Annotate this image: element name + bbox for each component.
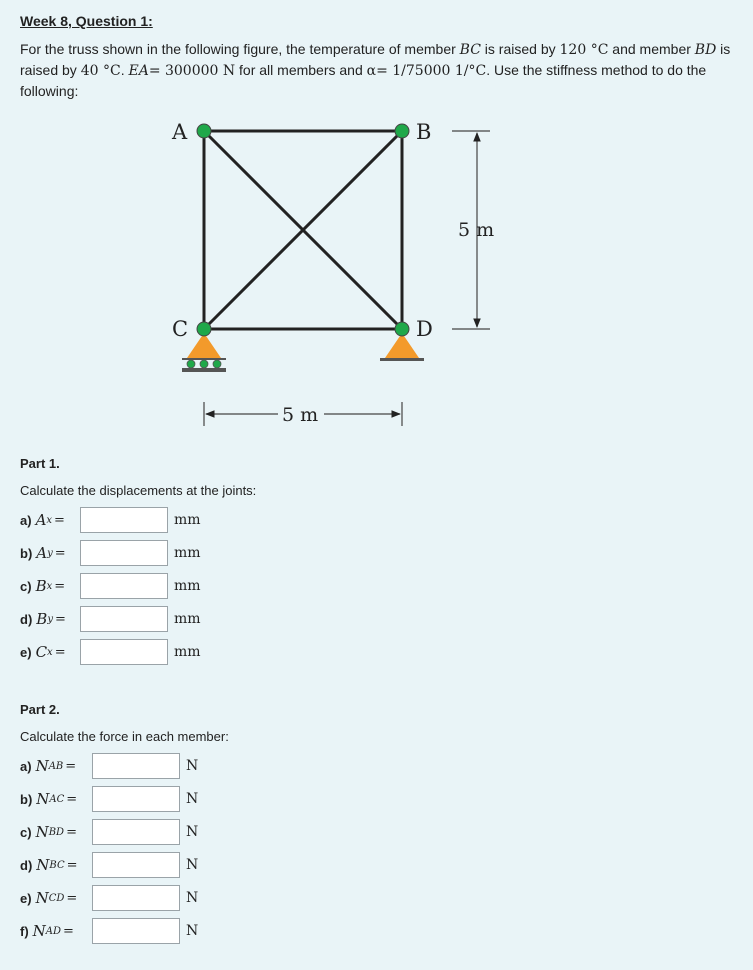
answer-prefix: a) bbox=[20, 758, 32, 774]
vertical-dimension-label: 5 m bbox=[458, 219, 495, 241]
intro-text-5: . bbox=[120, 62, 129, 78]
answer-variable: C bbox=[35, 643, 48, 661]
unit-label: mm bbox=[174, 578, 201, 594]
answer-variable: B bbox=[36, 610, 48, 628]
part2-row-n-ad bbox=[20, 918, 198, 944]
answer-input-c-x[interactable] bbox=[80, 639, 168, 665]
intro-text-7: . Use the stiffness method to do the following: bbox=[20, 62, 707, 99]
equals-sign: = bbox=[54, 644, 66, 660]
equals-sign: = bbox=[54, 512, 65, 528]
answer-variable: N bbox=[35, 823, 49, 841]
answer-label bbox=[20, 610, 78, 628]
answer-input-n-cd[interactable] bbox=[92, 885, 180, 911]
equals-sign: = bbox=[54, 578, 66, 594]
answer-input-n-bc[interactable] bbox=[92, 852, 180, 878]
equals-sign: = bbox=[66, 857, 78, 873]
intro-temp-bd: 40 °C bbox=[80, 63, 121, 79]
question-intro bbox=[20, 39, 735, 101]
answer-prefix: e) bbox=[20, 890, 32, 906]
answer-input-a-x[interactable] bbox=[80, 507, 168, 533]
answer-variable: A bbox=[36, 544, 48, 562]
answer-prefix: d) bbox=[20, 857, 33, 873]
answer-prefix: c) bbox=[20, 824, 32, 840]
equals-sign: = bbox=[66, 824, 77, 840]
node-c bbox=[197, 322, 211, 336]
answer-label bbox=[20, 823, 90, 841]
answer-prefix: e) bbox=[20, 644, 32, 660]
answer-subscript: AC bbox=[49, 793, 65, 805]
part1-row-c-x bbox=[20, 639, 201, 665]
answer-variable: N bbox=[32, 922, 46, 940]
node-d bbox=[395, 322, 409, 336]
intro-temp-bc: 120 °C bbox=[559, 42, 609, 58]
question-title: Week 8, Question 1: bbox=[20, 13, 153, 29]
intro-member-bc: BC bbox=[459, 42, 481, 58]
answer-subscript: y bbox=[47, 547, 53, 559]
part1-row-b-y bbox=[20, 606, 201, 632]
part2-row-n-ac bbox=[20, 786, 198, 812]
unit-label: N bbox=[186, 758, 199, 774]
equals-sign: = bbox=[63, 923, 74, 939]
answer-prefix: b) bbox=[20, 791, 33, 807]
equals-sign: = bbox=[66, 890, 78, 906]
answer-label bbox=[20, 790, 90, 808]
intro-text-4: is raised by bbox=[20, 41, 731, 78]
intro-ea-symbol: EA bbox=[128, 63, 149, 79]
intro-member-bd: BD bbox=[694, 42, 717, 58]
answer-subscript: CD bbox=[48, 892, 65, 904]
answer-label bbox=[20, 922, 90, 940]
answer-prefix: f) bbox=[20, 923, 29, 939]
answer-prefix: b) bbox=[20, 545, 33, 561]
node-label-d: D bbox=[416, 317, 433, 341]
unit-label: mm bbox=[174, 512, 201, 528]
unit-label: N bbox=[186, 923, 199, 939]
node-label-b: B bbox=[416, 120, 432, 144]
unit-label: mm bbox=[174, 644, 201, 660]
equals-sign: = bbox=[54, 611, 66, 627]
answer-label bbox=[20, 511, 78, 529]
part2-title: Part 2. bbox=[20, 702, 60, 717]
part1-title: Part 1. bbox=[20, 456, 60, 471]
answer-label bbox=[20, 643, 78, 661]
part2-row-n-bc bbox=[20, 852, 198, 878]
answer-input-n-ab[interactable] bbox=[92, 753, 180, 779]
answer-subscript: BC bbox=[49, 859, 65, 871]
answer-subscript: AD bbox=[45, 925, 62, 937]
answer-label bbox=[20, 889, 90, 907]
part2-row-n-bd bbox=[20, 819, 198, 845]
node-label-c: C bbox=[172, 317, 189, 341]
answer-variable: N bbox=[36, 790, 50, 808]
unit-label: mm bbox=[174, 611, 201, 627]
answer-variable: N bbox=[35, 889, 49, 907]
node-a bbox=[197, 124, 211, 138]
answer-subscript: BD bbox=[48, 826, 65, 838]
part1-row-a-x bbox=[20, 507, 201, 533]
answer-subscript: y bbox=[47, 613, 53, 625]
answer-variable: N bbox=[35, 757, 49, 775]
answer-variable: A bbox=[35, 511, 47, 529]
answer-input-a-y[interactable] bbox=[80, 540, 168, 566]
roller-support-c bbox=[182, 333, 226, 372]
equals-sign: = bbox=[54, 545, 66, 561]
unit-label: N bbox=[186, 857, 199, 873]
answer-prefix: c) bbox=[20, 578, 32, 594]
intro-text-3: and member bbox=[608, 41, 695, 57]
answer-label bbox=[20, 856, 90, 874]
answer-prefix: d) bbox=[20, 611, 33, 627]
answer-prefix: a) bbox=[20, 512, 32, 528]
part1-row-b-x bbox=[20, 573, 201, 599]
answer-variable: B bbox=[35, 577, 47, 595]
unit-label: N bbox=[186, 791, 199, 807]
equals-sign: = bbox=[65, 758, 77, 774]
answer-variable: N bbox=[36, 856, 50, 874]
node-label-a: A bbox=[172, 120, 188, 144]
answer-subscript: x bbox=[47, 646, 53, 658]
unit-label: mm bbox=[174, 545, 201, 561]
answer-subscript: x bbox=[46, 514, 53, 526]
part2-row-n-ab bbox=[20, 753, 198, 779]
part1-row-a-y bbox=[20, 540, 201, 566]
part2-description: Calculate the force in each member: bbox=[20, 729, 229, 744]
horizontal-dimension-label: 5 m bbox=[282, 404, 319, 426]
answer-input-n-ac[interactable] bbox=[92, 786, 180, 812]
answer-input-b-y[interactable] bbox=[80, 606, 168, 632]
answer-input-n-bd[interactable] bbox=[92, 819, 180, 845]
answer-input-b-x[interactable] bbox=[80, 573, 168, 599]
intro-text-1: For the truss shown in the following figure, the temperature of member bbox=[20, 41, 460, 57]
part2-row-n-cd bbox=[20, 885, 198, 911]
unit-label: N bbox=[186, 824, 199, 840]
intro-ea-value: = 300000 N bbox=[148, 63, 236, 79]
unit-label: N bbox=[186, 890, 199, 906]
answer-label bbox=[20, 544, 78, 562]
answer-subscript: x bbox=[46, 580, 53, 592]
answer-input-n-ad[interactable] bbox=[92, 918, 180, 944]
node-b bbox=[395, 124, 409, 138]
intro-text-6: for all members and bbox=[235, 62, 367, 78]
answer-subscript: AB bbox=[48, 760, 64, 772]
answer-label bbox=[20, 757, 90, 775]
answer-label bbox=[20, 577, 78, 595]
part1-description: Calculate the displacements at the joints: bbox=[20, 483, 257, 498]
intro-text-2: is raised by bbox=[480, 41, 560, 57]
intro-alpha: α= 1/75000 1/°C bbox=[366, 63, 487, 79]
equals-sign: = bbox=[66, 791, 78, 807]
